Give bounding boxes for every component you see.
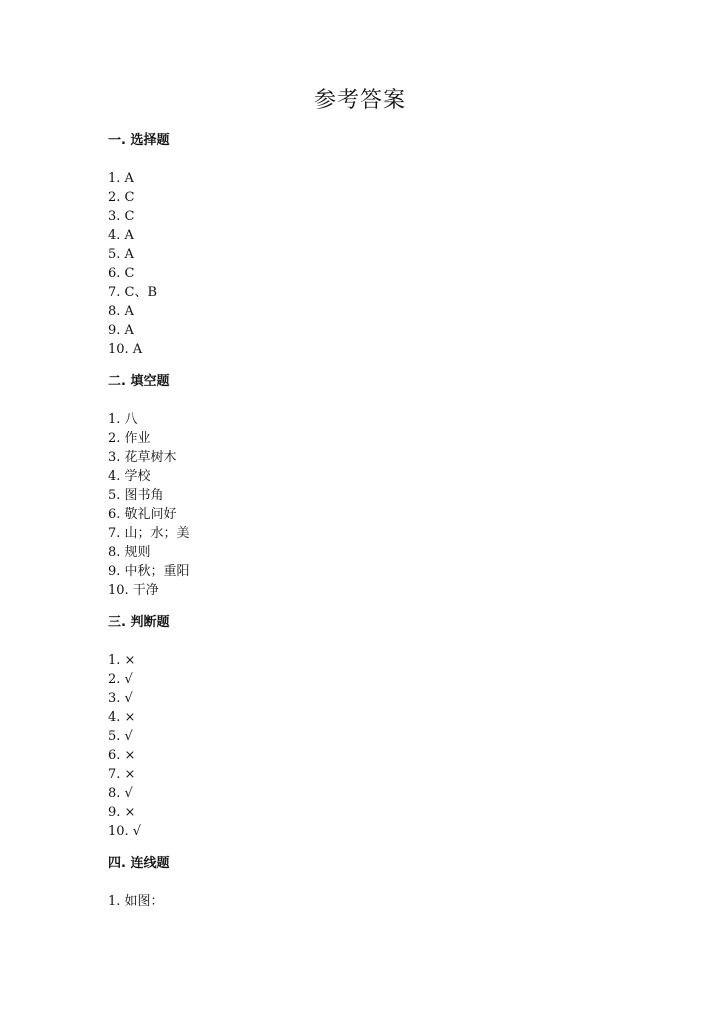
answer-item: 8. 规则: [108, 545, 151, 560]
answer-item: 1. ×: [108, 653, 136, 668]
answer-item: 6. ×: [108, 748, 136, 763]
answer-item: 1. A: [108, 171, 134, 186]
answer-item: 7. ×: [108, 767, 136, 782]
answer-list: [108, 892, 169, 911]
answer-list: [108, 410, 190, 600]
answer-list: [108, 169, 169, 359]
section-heading: 三. 判断题: [108, 615, 170, 630]
answer-item: 4. 学校: [108, 469, 151, 484]
answer-list: [108, 651, 169, 841]
section-fill-in-blank: [108, 373, 190, 600]
answer-item: 10. √: [108, 824, 142, 839]
answer-item: 1. 八: [108, 412, 138, 427]
answer-item: 2. C: [108, 190, 135, 205]
section-heading: 一. 选择题: [108, 133, 170, 148]
answer-item: 5. 图书角: [108, 488, 164, 503]
answer-item: 4. A: [108, 228, 134, 243]
answer-item: 7. 山；水；美: [108, 526, 190, 541]
answer-item: 6. C: [108, 266, 135, 281]
answer-item: 3. 花草树木: [108, 450, 177, 465]
answer-item: 9. ×: [108, 805, 136, 820]
section-heading: 四. 连线题: [108, 856, 170, 871]
section-heading: 二. 填空题: [108, 374, 170, 389]
answer-item: 2. 作业: [108, 431, 151, 446]
answer-item: 3. √: [108, 691, 133, 706]
answer-item: 10. A: [108, 342, 143, 357]
answer-item: 9. A: [108, 323, 134, 338]
section-multiple-choice: [108, 132, 169, 359]
answer-item: 3. C: [108, 209, 135, 224]
answer-item: 8. A: [108, 304, 134, 319]
answer-item: 5. √: [108, 729, 133, 744]
answer-item: 9. 中秋；重阳: [108, 564, 190, 579]
page-title: 参考答案: [313, 88, 406, 113]
answer-item: 1. 如图：: [108, 894, 164, 909]
answer-item: 2. √: [108, 672, 133, 687]
answer-item: 5. A: [108, 247, 134, 262]
answer-item: 4. ×: [108, 710, 136, 725]
answer-item: 6. 敬礼问好: [108, 507, 177, 522]
section-true-false: [108, 614, 169, 841]
answer-item: 7. C、B: [108, 285, 158, 300]
answer-item: 10. 干净: [108, 583, 159, 598]
answer-item: 8. √: [108, 786, 133, 801]
section-matching: [108, 855, 169, 911]
